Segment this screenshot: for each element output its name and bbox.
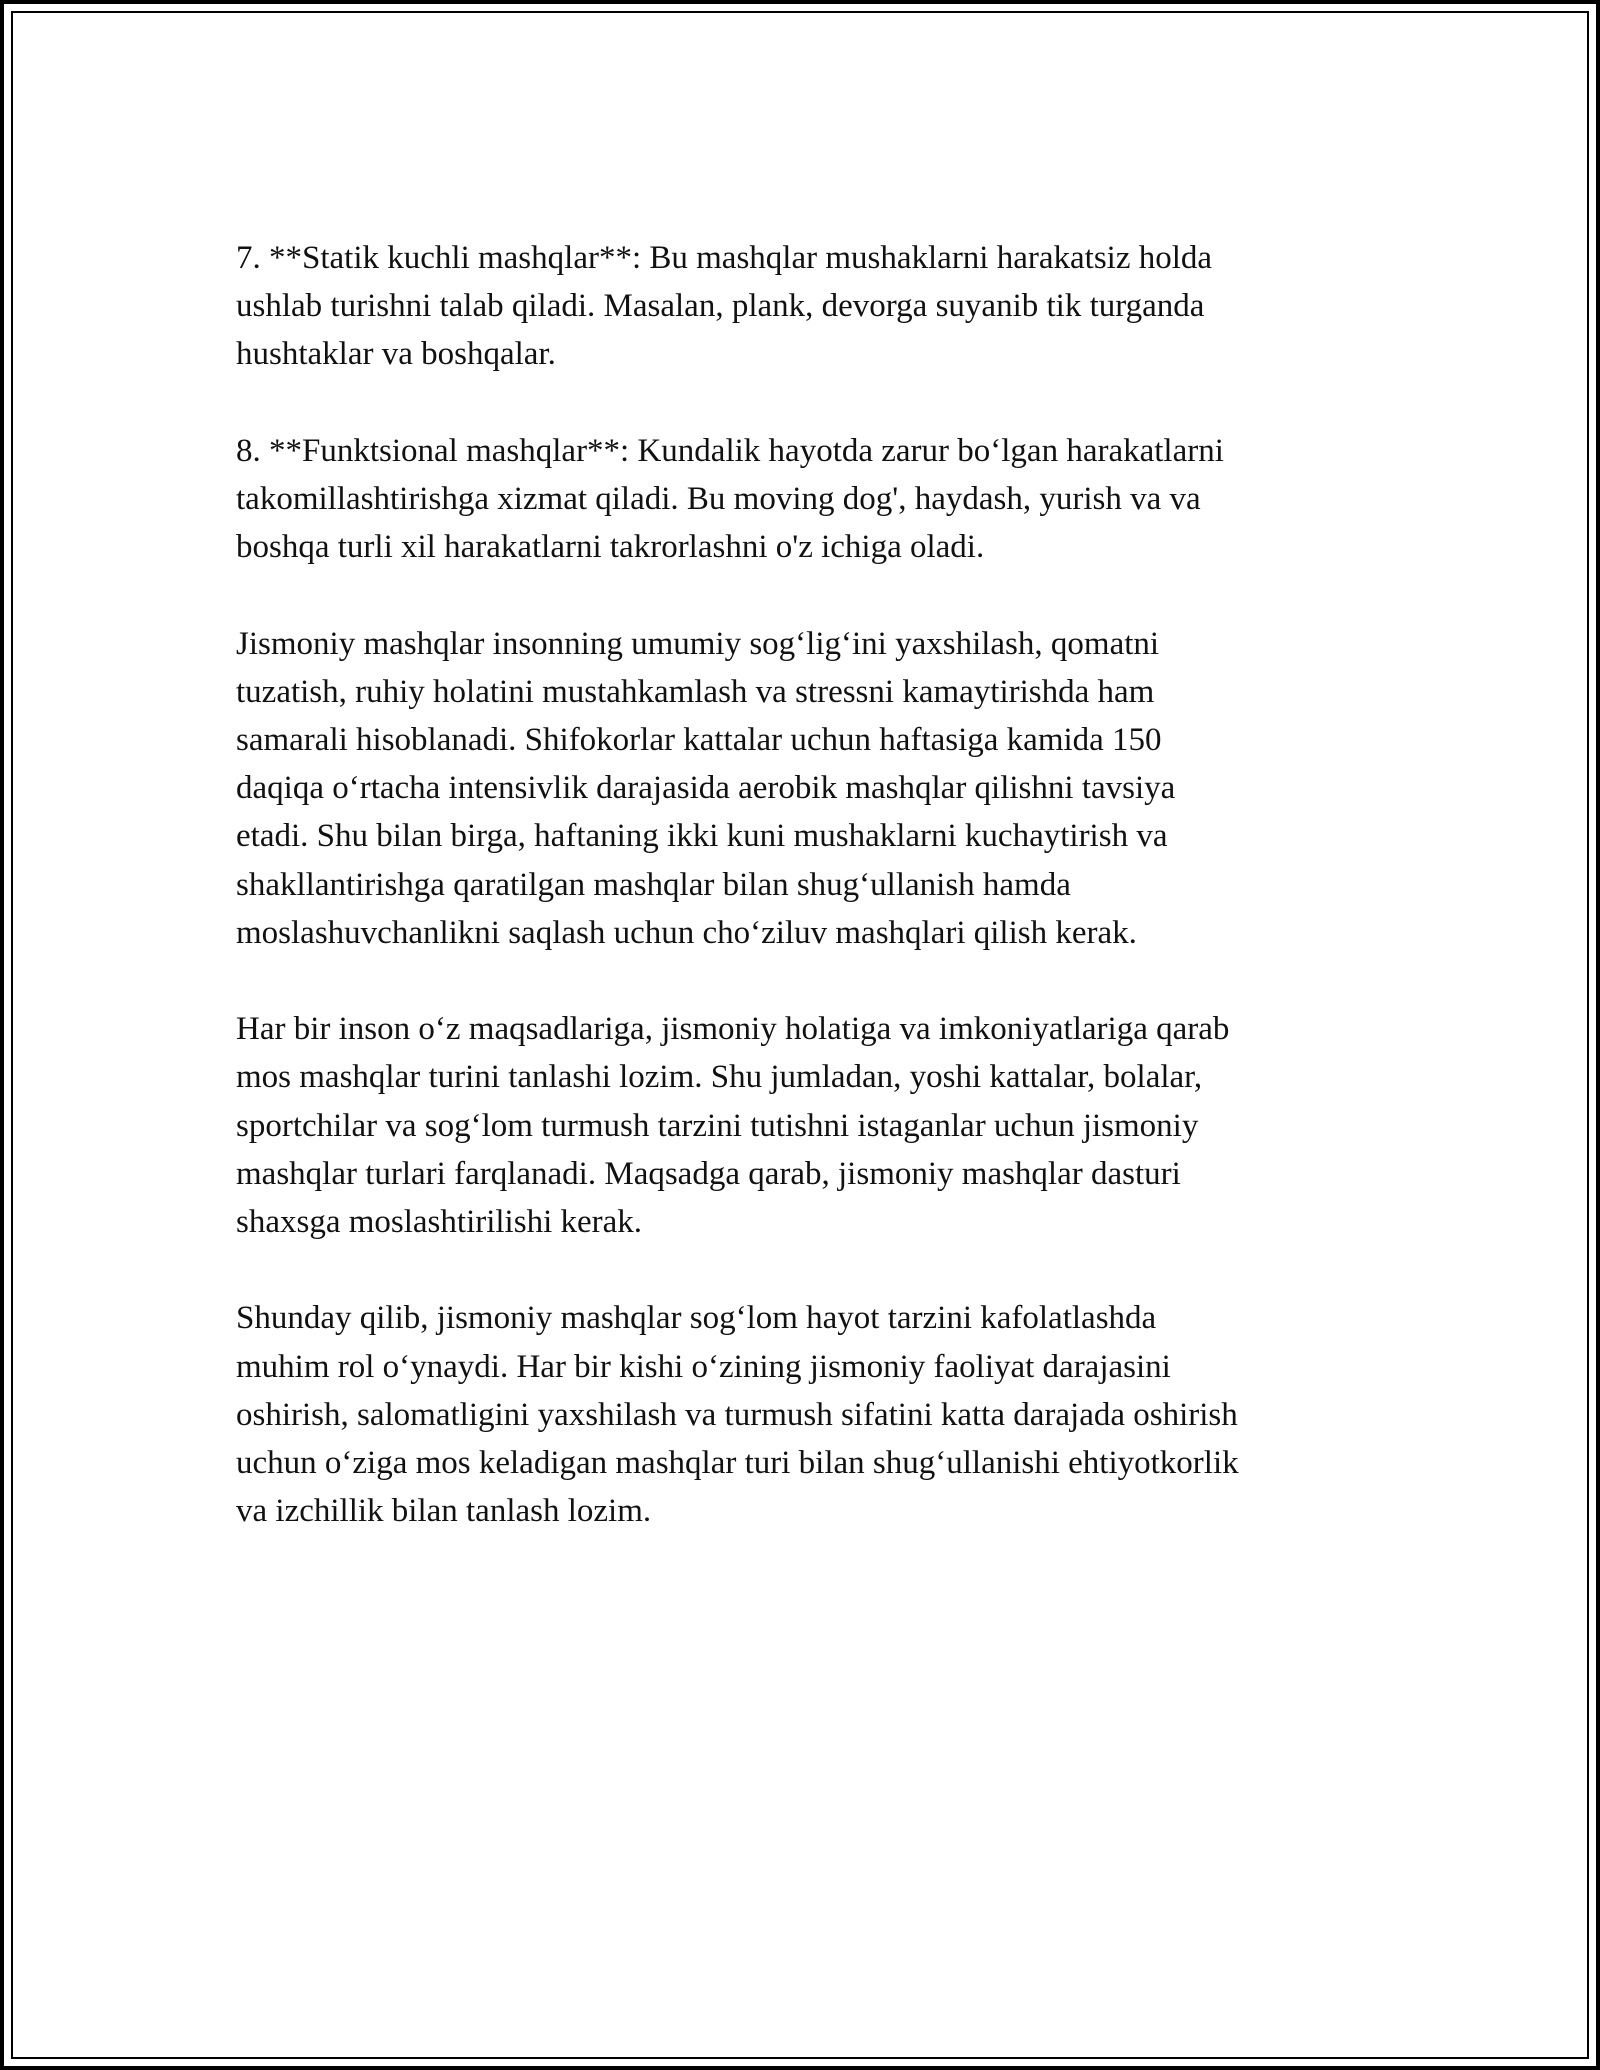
text-line: va izchillik bilan tanlash lozim.	[236, 1493, 652, 1530]
text-line: Shunday qilib, jismoniy mashqlar sogʻlom hayot tarzini kafolatlashda	[236, 1300, 1157, 1337]
text-line: mos mashqlar turini tanlashi lozim. Shu jumladan, yoshi kattalar, bolalar,	[236, 1059, 1203, 1096]
text-line: 8. **Funktsional mashqlar**: Kundalik hayotda zarur boʻlgan harakatlarni	[236, 432, 1224, 469]
text-line: ushlab turishni talab qiladi. Masalan, plank, devorga suyanib tik turganda	[236, 288, 1205, 325]
text-line: shaxsga moslashtirilishi kerak.	[236, 1204, 643, 1241]
text-line: 7. **Statik kuchli mashqlar**: Bu mashqlar mushaklarni harakatsiz holda	[236, 240, 1213, 276]
paragraph-functional-exercises	[236, 427, 1366, 572]
text-line: muhim rol oʻynaydi. Har bir kishi oʻzining jismoniy faoliyat darajasini	[236, 1348, 1171, 1385]
text-line: sportchilar va sogʻlom turmush tarzini tutishni istaganlar uchun jismoniy	[236, 1107, 1199, 1144]
text-line: uchun oʻziga mos keladigan mashqlar turi bilan shugʻullanishi ehtiyotkorlik	[236, 1445, 1239, 1482]
text-line: tuzatish, ruhiy holatini mustahkamlash va stressni kamaytirishda ham	[236, 673, 1155, 710]
text-line: Jismoniy mashqlar insonning umumiy sogʻligʻini yaxshilash, qomatni	[236, 625, 1160, 662]
text-line: oshirish, salomatligini yaxshilash va turmush sifatini katta darajada oshirish	[236, 1396, 1238, 1433]
text-line: takomillashtirishga xizmat qiladi. Bu moving dog', haydash, yurish va va	[236, 481, 1201, 517]
text-line: boshqa turli xil harakatlarni takrorlashni o'z ichiga oladi.	[236, 529, 985, 566]
text-line: mashqlar turlari farqlanadi. Maqsadga qarab, jismoniy mashqlar dasturi	[236, 1155, 1181, 1192]
paragraph-health-benefits	[236, 620, 1366, 957]
text-line: moslashuvchanlikni saqlash uchun choʻziluv mashqlari qilish kerak.	[236, 914, 1137, 951]
paragraph-individual-choice	[236, 1005, 1366, 1246]
paragraph-conclusion	[236, 1294, 1366, 1535]
text-line: daqiqa oʻrtacha intensivlik darajasida aerobik mashqlar qilishni tavsiya	[236, 770, 1176, 807]
paragraph-static-exercises	[236, 234, 1366, 379]
text-line: shakllantirishga qaratilgan mashqlar bilan shugʻullanish hamda	[236, 866, 1071, 903]
document-body	[236, 234, 1366, 1535]
text-line: samarali hisoblanadi. Shifokorlar kattalar uchun haftasiga kamida 150	[236, 722, 1162, 758]
text-line: Har bir inson oʻz maqsadlariga, jismoniy holatiga va imkoniyatlariga qarab	[236, 1011, 1230, 1048]
text-line: hushtaklar va boshqalar.	[236, 336, 556, 373]
text-line: etadi. Shu bilan birga, haftaning ikki kuni mushaklarni kuchaytirish va	[236, 818, 1168, 855]
